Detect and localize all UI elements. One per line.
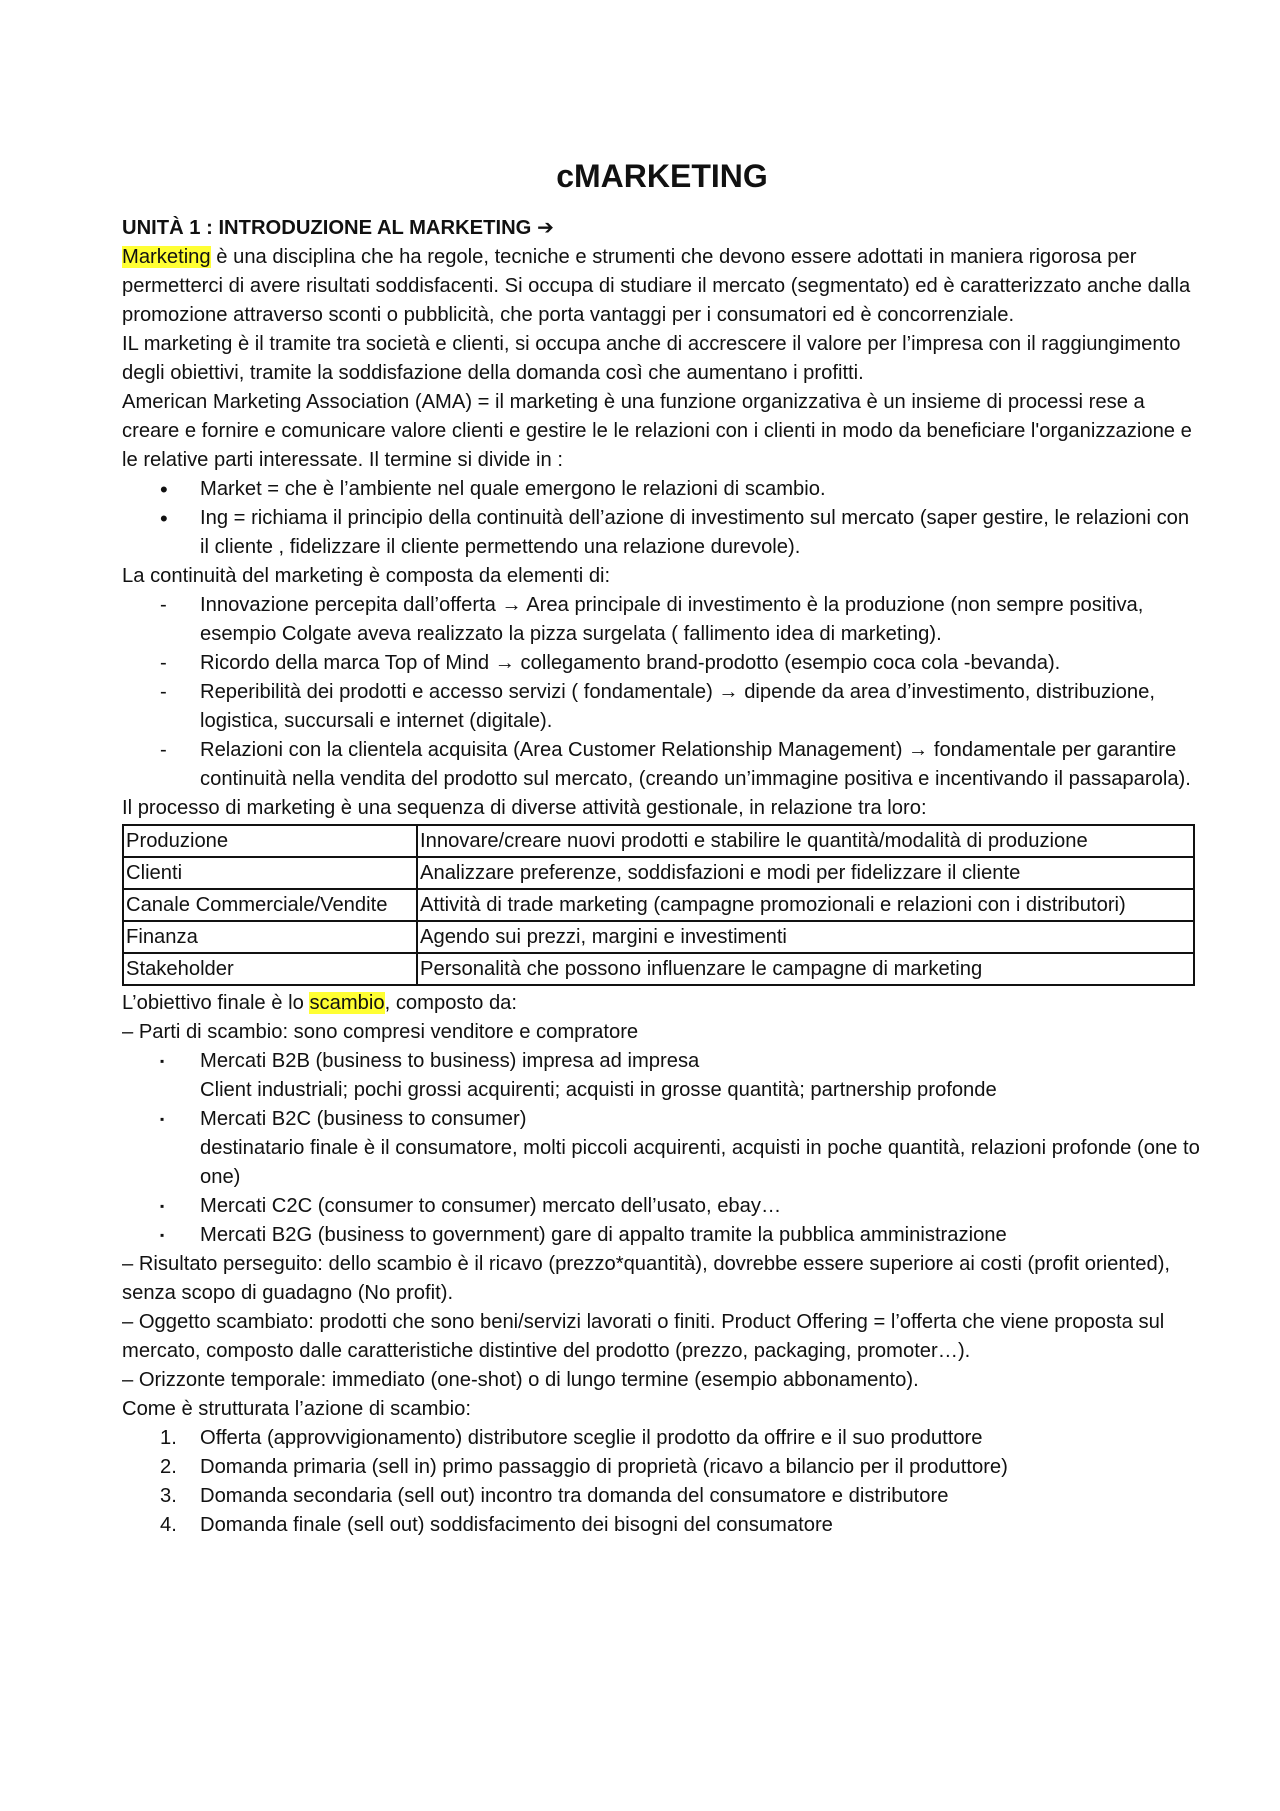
continuity-intro: La continuità del marketing è composta da elementi di: xyxy=(122,565,611,587)
list-item: • Market = che è l’ambiente nel quale emergono le relazioni di scambio. xyxy=(160,477,826,502)
table-row xyxy=(123,889,1194,921)
table-cell-area: Produzione xyxy=(123,825,417,857)
table-cell-area: Finanza xyxy=(123,921,417,953)
list-item: - Innovazione percepita dall’offerta → Area principale di investimento è la produzione (non sempre positiva, esempio Colgate aveva realizzato la pizza surgelata ( fallimento idea di marketing). xyxy=(122,591,1202,649)
dash-icon: - xyxy=(160,739,167,761)
table-row xyxy=(123,921,1194,953)
highlighted-term-scambio: scambio xyxy=(309,992,385,1014)
square-bullet-icon: ▪ xyxy=(160,1054,165,1068)
table-cell-desc: Innovare/creare nuovi prodotti e stabilire le quantità/modalità di produzione xyxy=(417,825,1194,857)
square-bullet-icon: ▪ xyxy=(160,1112,165,1126)
term-list xyxy=(122,475,1202,562)
table-cell-desc: Attività di trade marketing (campagne promozionali e relazioni con i distributori) xyxy=(417,889,1194,921)
list-item: - Relazioni con la clientela acquisita (Area Customer Relationship Management) → fondamentale per garantire continuità nella vendita del prodotto sul mercato, (creando un’immagine positiva e incentivando il passaparola). xyxy=(122,736,1202,794)
structure-intro: Come è strutturata l’azione di scambio: xyxy=(122,1398,471,1420)
list-item-detail: Client industriali; pochi grossi acquirenti; acquisti in grosse quantità; partnership profonde xyxy=(200,1079,997,1101)
paragraph-marketing-role: IL marketing è il tramite tra società e clienti, si occupa anche di accrescere il valore per l’impresa con il raggiungimento degli obiettivi, tramite la soddisfazione della domanda così che aumentano i profitti. xyxy=(122,333,1181,384)
table-cell-area: Canale Commerciale/Vendite xyxy=(123,889,417,921)
object-line: – Oggetto scambiato: prodotti che sono beni/servizi lavorati o finiti. Product Offering = l’offerta che viene proposta sul mercato, composto dalle caratteristiche distintive del prodotto (prezzo, packaging, promoter…). xyxy=(122,1311,1165,1362)
square-bullet-icon: ▪ xyxy=(160,1228,165,1242)
list-item: ▪ Mercati B2G (business to government) gare di appalto tramite la pubblica amministrazione xyxy=(122,1221,1202,1250)
table-cell-desc: Personalità che possono influenzare le campagne di marketing xyxy=(417,953,1194,985)
square-bullet-icon: ▪ xyxy=(160,1199,165,1213)
list-item: 2. Domanda primaria (sell in) primo passaggio di proprietà (ricavo a bilancio per il produttore) xyxy=(122,1453,1202,1482)
continuity-list xyxy=(122,591,1202,794)
list-number: 1. xyxy=(160,1427,177,1449)
dash-icon: - xyxy=(160,652,167,674)
list-item: • Ing = richiama il principio della continuità dell’azione di investimento sul mercato (saper gestire, le relazioni con il cliente , fidelizzare il cliente permettendo una relazione durevole). xyxy=(160,506,1190,558)
list-item: 3. Domanda secondaria (sell out) incontro tra domanda del consumatore e distributore xyxy=(122,1482,1202,1511)
list-item: - Ricordo della marca Top of Mind → collegamento brand-prodotto (esempio coca cola -bevanda). xyxy=(122,649,1202,678)
list-item: ▪ Mercati B2C (business to consumer) destinatario finale è il consumatore, molti piccoli acquirenti, acquisti in poche quantità, relazioni profonde (one to one) xyxy=(122,1105,1202,1192)
paragraph-ama-definition: American Marketing Association (AMA) = il marketing è una funzione organizzativa è un insieme di processi rese a creare e fornire e comunicare valore clienti e gestire le le relazioni con i clienti in modo da beneficiare l'organizzazione e le relative parti interessate. Il termine si divide in : xyxy=(122,391,1192,471)
objective-line: L’obiettivo finale è lo scambio, composto da: xyxy=(122,992,518,1014)
list-item: ▪ Mercati C2C (consumer to consumer) mercato dell’usato, ebay… xyxy=(122,1192,1202,1221)
intro-paragraph xyxy=(122,243,1202,330)
process-table xyxy=(122,824,1195,986)
markets-list xyxy=(122,1047,1202,1250)
list-number: 2. xyxy=(160,1456,177,1478)
document-title: cMARKETING xyxy=(556,158,768,194)
table-cell-area: Clienti xyxy=(123,857,417,889)
list-item: - Reperibilità dei prodotti e accesso servizi ( fondamentale) → dipende da area d’investimento, distribuzione, logistica, succursali e internet (digitale). xyxy=(122,678,1202,736)
bullet-icon: • xyxy=(160,506,168,531)
dash-icon: - xyxy=(160,594,167,616)
unit-heading-text: UNITÀ 1 : INTRODUZIONE AL MARKETING xyxy=(122,217,532,239)
list-number: 3. xyxy=(160,1485,177,1507)
list-item-detail: destinatario finale è il consumatore, molti piccoli acquirenti, acquisti in poche quantità, relazioni profonde (one to one) xyxy=(200,1137,1200,1188)
bullet-icon: • xyxy=(160,477,168,502)
dash-icon: - xyxy=(160,681,167,703)
table-row xyxy=(123,953,1194,985)
list-item: 4. Domanda finale (sell out) soddisfacimento dei bisogni del consumatore xyxy=(122,1511,1202,1540)
table-row xyxy=(123,857,1194,889)
table-row xyxy=(123,825,1194,857)
table-cell-desc: Analizzare preferenze, soddisfazioni e modi per fidelizzare il cliente xyxy=(417,857,1194,889)
list-item: 1. Offerta (approvvigionamento) distributore sceglie il prodotto da offrire e il suo produttore xyxy=(122,1424,1202,1453)
parts-line: – Parti di scambio: sono compresi venditore e compratore xyxy=(122,1021,639,1043)
unit-heading xyxy=(122,214,1202,243)
list-number: 4. xyxy=(160,1514,177,1536)
document-page xyxy=(122,150,1202,1540)
intro-text: è una disciplina che ha regole, tecniche e strumenti che devono essere adottati in maniera rigorosa per permetterci di avere risultati soddisfacenti. Si occupa di studiare il mercato (segmentato) ed è caratterizzato anche dalla promozione attraverso sconti o pubblicità, che porta vantaggi per i consumatori ed è concorrenziale. xyxy=(122,246,1191,326)
structure-list xyxy=(122,1424,1202,1540)
horizon-line: – Orizzonte temporale: immediato (one-shot) o di lungo termine (esempio abbonamento). xyxy=(122,1369,919,1391)
arrow-right-icon: ➔ xyxy=(536,217,554,239)
result-line: – Risultato perseguito: dello scambio è il ricavo (prezzo*quantità), dovrebbe essere superiore ai costi (profit oriented), senza scopo di guadagno (No profit). xyxy=(122,1253,1171,1304)
table-cell-area: Stakeholder xyxy=(123,953,417,985)
highlighted-term-marketing: Marketing xyxy=(122,246,211,268)
table-cell-desc: Agendo sui prezzi, margini e investimenti xyxy=(417,921,1194,953)
list-item: ▪ Mercati B2B (business to business) impresa ad impresa Client industriali; pochi grossi acquirenti; acquisti in grosse quantità; partnership profonde xyxy=(122,1047,1202,1105)
process-intro: Il processo di marketing è una sequenza di diverse attività gestionale, in relazione tra loro: xyxy=(122,797,927,819)
